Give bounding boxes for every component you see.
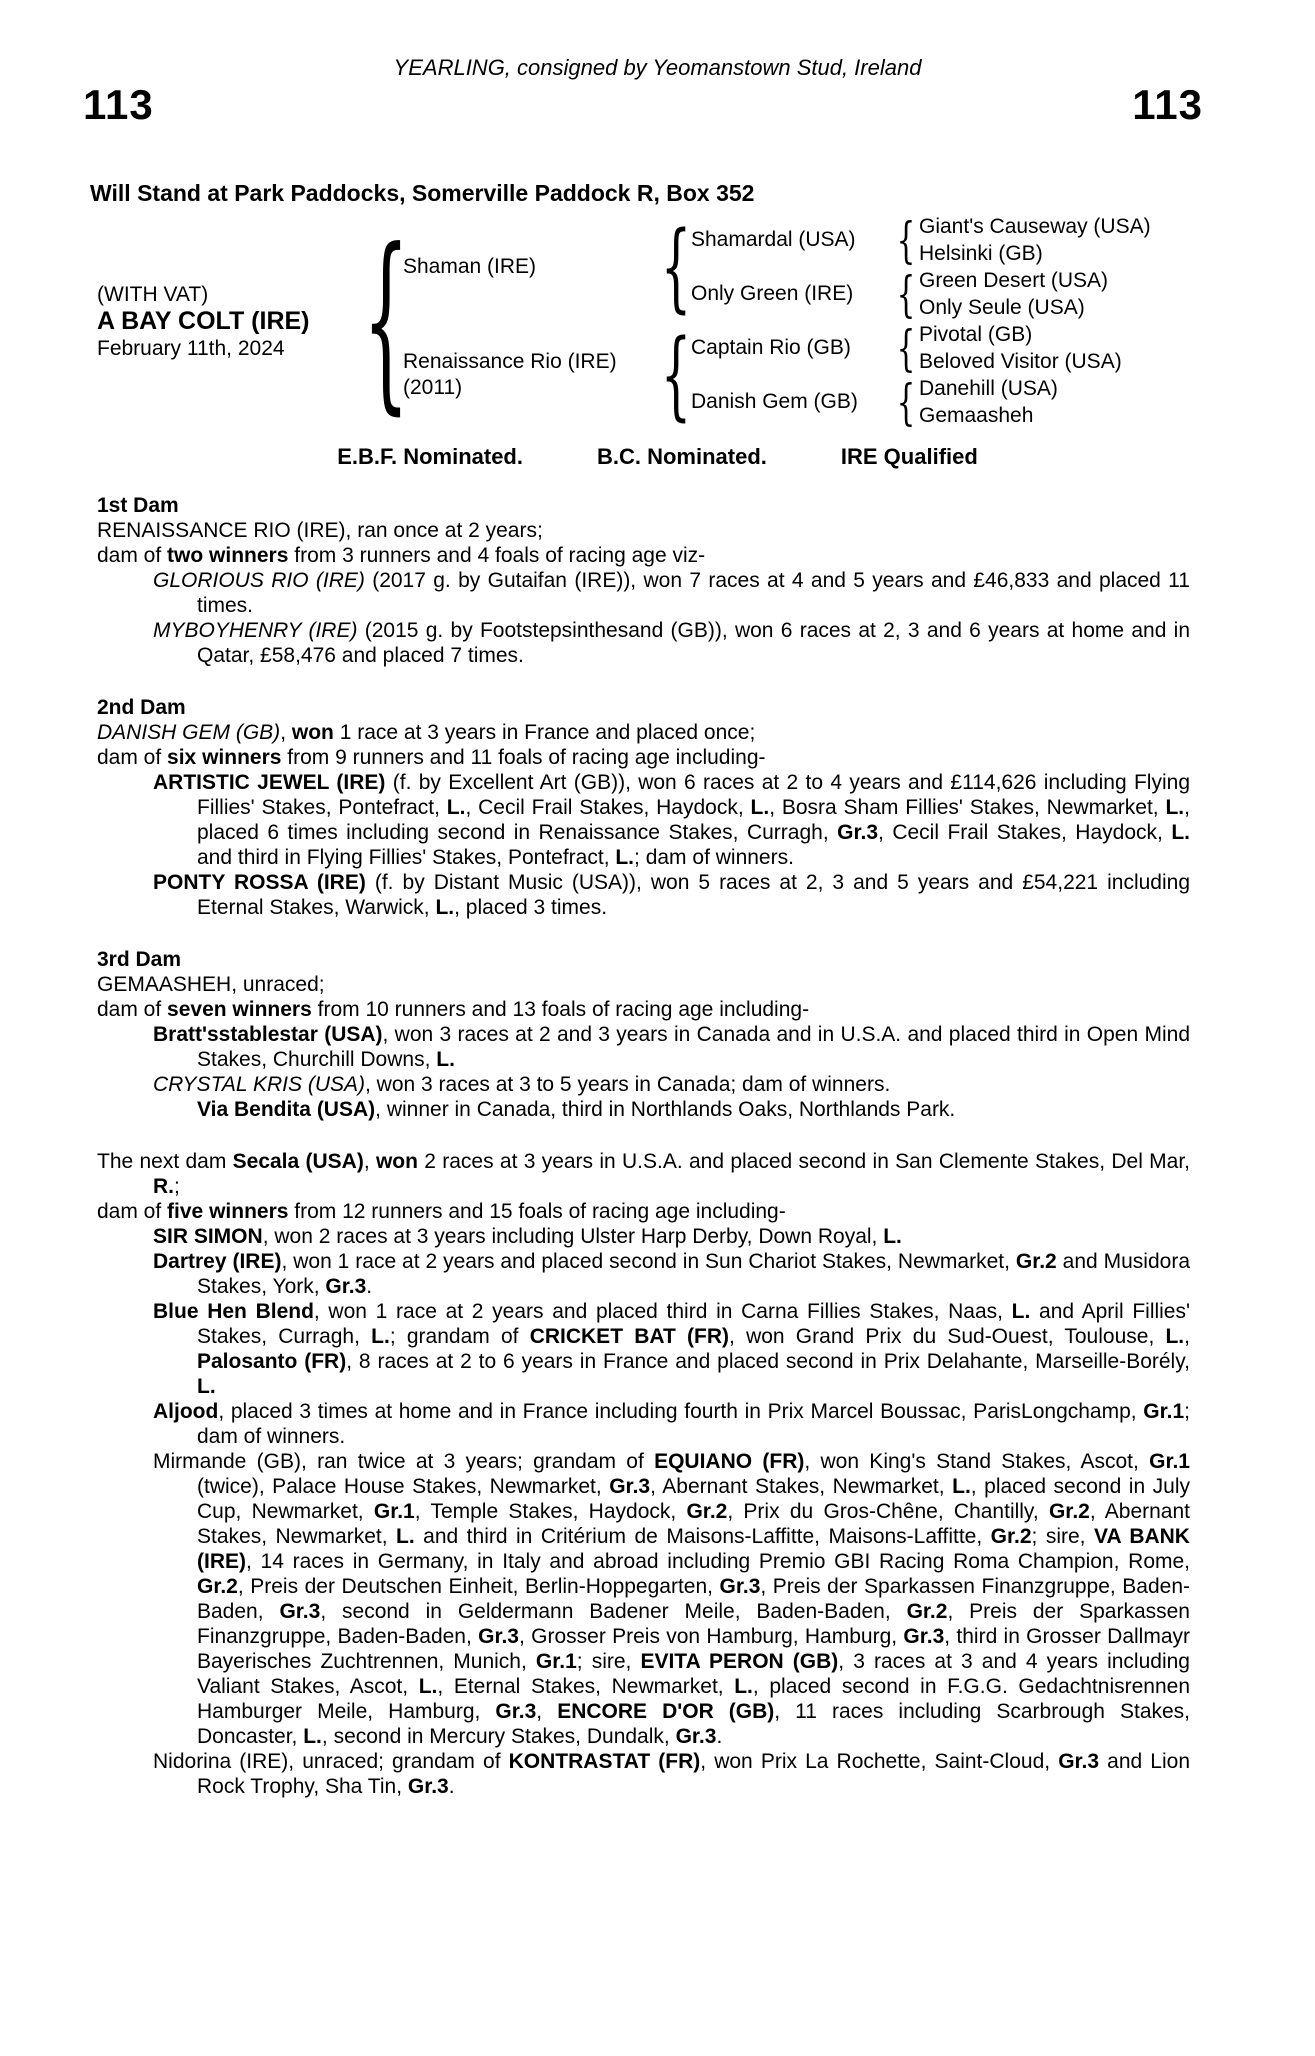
paragraph xyxy=(97,1249,1190,1299)
text-run: dam of xyxy=(97,1200,168,1223)
text-run: Aljood xyxy=(153,1400,219,1423)
section-heading: 3rd Dam xyxy=(97,948,182,971)
text-run: L. xyxy=(750,796,770,819)
text-run: CRICKET BAT (FR) xyxy=(529,1325,730,1348)
text-run: Gr.3 xyxy=(1058,1750,1100,1773)
text-run: (2017 g. by Gutaifan (IRE)), won 7 races at 4 and 5 years and £46,833 and placed 11 times. xyxy=(197,569,1190,617)
text-run: dam of xyxy=(97,544,168,567)
vat-note: (WITH VAT) xyxy=(97,282,209,306)
pedigree-brace-sire-icon: { xyxy=(660,211,692,323)
text-run: , placed 6 times including second in Renaissance Stakes, Curragh, xyxy=(197,796,1190,844)
gen3-name: Helsinki (GB) xyxy=(919,242,1043,265)
text-run: , Abernant Stakes, Newmarket, xyxy=(197,1500,1190,1548)
text-run: GLORIOUS RIO (IRE) xyxy=(153,569,365,592)
text-run: and Musidora Stakes, York, xyxy=(197,1250,1191,1298)
sire-sire-branch xyxy=(691,213,1151,267)
sire-sire-name: Shamardal (USA) xyxy=(691,228,856,251)
text-run: EVITA PERON (GB) xyxy=(640,1650,839,1673)
text-run: VA BANK (IRE) xyxy=(197,1525,1190,1573)
nomination-item-ire: IRE Qualified xyxy=(840,444,978,469)
generation1-column xyxy=(403,213,1151,429)
gen3-name: Pivotal (GB) xyxy=(919,323,1033,346)
text-run: Secala (USA) xyxy=(232,1150,364,1173)
text-run: dam of xyxy=(97,746,168,769)
text-run: GEMAASHEH, unraced; xyxy=(97,973,325,996)
text-run: , xyxy=(280,721,292,744)
text-run: won xyxy=(291,721,334,744)
pedigree-table xyxy=(97,209,1315,432)
text-run: , won Grand Prix du Sud-Ouest, Toulouse, xyxy=(729,1325,1166,1348)
text-run: ; dam of winners. xyxy=(197,1400,1190,1448)
text-run: (f. by Distant Music (USA)), won 5 races at 2, 3 and 5 years and £54,221 including Eternal Stakes, Warwick, xyxy=(197,871,1190,919)
text-run: Gr.3 xyxy=(903,1625,945,1648)
subject-panel xyxy=(97,281,369,362)
text-run: L. xyxy=(396,1525,415,1548)
text-run: dam of xyxy=(97,998,168,1021)
lot-number-right: 113 xyxy=(1132,81,1203,128)
paragraph xyxy=(97,997,1190,1022)
paragraph xyxy=(97,870,1190,920)
section-heading: 1st Dam xyxy=(97,494,179,517)
text-run: five winners xyxy=(167,1200,289,1223)
section-heading: 2nd Dam xyxy=(97,696,186,719)
sire-dam-name: Only Green (IRE) xyxy=(691,282,854,305)
pedigree-brace-small-icon: { xyxy=(896,373,916,431)
text-run: ; sire, xyxy=(576,1650,641,1673)
text-run: Gr.3 xyxy=(478,1625,519,1648)
text-run: (2015 g. by Footstepsinthesand (GB)), won 6 races at 2, 3 and 6 years at home and in Qatar, £58,476 and placed 7 times. xyxy=(197,619,1190,667)
text-run: Gr.2 xyxy=(906,1600,948,1623)
paragraph xyxy=(97,1299,1190,1399)
text-run: L. xyxy=(197,1375,216,1398)
text-run: Gr.2 xyxy=(197,1575,238,1598)
text-run: R. xyxy=(153,1175,174,1198)
paragraph xyxy=(97,1199,1190,1224)
text-run: , third in Grosser Dallmayr Bayerisches Zuchtrennen, Munich, xyxy=(197,1625,1190,1673)
text-run: and April Fillies' Stakes, Curragh, xyxy=(197,1300,1190,1348)
nomination-item-bc: B.C. Nominated. xyxy=(596,444,767,469)
text-run: EQUIANO (FR) xyxy=(654,1450,805,1473)
paragraph xyxy=(97,1399,1190,1449)
text-run: Mirmande (GB), ran twice at 3 years; grandam of xyxy=(153,1450,655,1473)
text-run: from 10 runners and 13 foals of racing age including- xyxy=(311,998,810,1021)
text-run: Gr.1 xyxy=(373,1500,415,1523)
text-run: Gr.1 xyxy=(1149,1450,1190,1473)
text-run: L. xyxy=(734,1675,753,1698)
text-run: Gr.2 xyxy=(1048,1500,1090,1523)
lot-number-row xyxy=(0,81,1315,128)
pedigree-text-section xyxy=(97,1149,1190,1799)
nominations-row xyxy=(0,445,1315,469)
paragraph xyxy=(97,1072,1190,1097)
text-run: (f. by Excellent Art (GB)), won 6 races at 2 to 4 years and £114,626 including Flying Fillies' Stakes, Pontefract, xyxy=(197,771,1190,819)
subject-name: A BAY COLT (IRE) xyxy=(97,306,310,335)
text-run: ; dam of winners. xyxy=(634,846,794,869)
text-run: Gr.3 xyxy=(495,1700,537,1723)
text-run: , won 3 races at 3 to 5 years in Canada; dam of winners. xyxy=(365,1073,891,1096)
text-run: , second in Geldermann Badener Meile, Baden-Baden, xyxy=(320,1600,907,1623)
catalogue-page xyxy=(0,56,1315,2056)
nomination-item-ebf: E.B.F. Nominated. xyxy=(337,444,523,469)
text-run: L. xyxy=(1165,1325,1185,1348)
text-run: Gr.2 xyxy=(990,1525,1032,1548)
dam-parents-column xyxy=(691,321,1122,429)
text-run: , 14 races in Germany, in Italy and abroad including Premio GBI Racing Roma Champion, Rome, xyxy=(246,1550,1190,1573)
pedigree-brace-small-icon: { xyxy=(896,211,916,269)
paragraph xyxy=(97,1149,1190,1199)
text-run: Gr.3 xyxy=(837,821,879,844)
text-run: and Lion Rock Trophy, Sha Tin, xyxy=(197,1750,1190,1798)
pedigree-brace-gen1-icon: { xyxy=(362,209,410,432)
text-run: L. xyxy=(436,1048,455,1071)
paragraph xyxy=(97,770,1190,870)
text-run: seven winners xyxy=(167,998,312,1021)
dam-dam-branch xyxy=(691,375,1122,429)
text-run: and third in Flying Fillies' Stakes, Pontefract, xyxy=(197,846,616,869)
paragraph xyxy=(97,543,1190,568)
text-run: , won King's Stand Stakes, Ascot, xyxy=(804,1450,1150,1473)
paragraph xyxy=(97,1097,1190,1122)
text-run: , Bosra Sham Fillies' Stakes, Newmarket, xyxy=(769,796,1166,819)
text-run: and third in Critérium de Maisons-Laffitte, Maisons-Laffitte, xyxy=(414,1525,991,1548)
paragraph xyxy=(97,568,1190,618)
text-run: (twice), Palace House Stakes, Newmarket, xyxy=(197,1475,610,1498)
text-run: , Temple Stakes, Haydock, xyxy=(414,1500,687,1523)
dam-dam-name: Danish Gem (GB) xyxy=(691,390,858,413)
text-run: from 9 runners and 11 foals of racing age including- xyxy=(281,746,766,769)
pedigree-text-section xyxy=(97,695,1190,920)
paragraph xyxy=(97,1224,1190,1249)
text-run: , Preis der Deutschen Einheit, Berlin-Hoppegarten, xyxy=(237,1575,720,1598)
text-run: Blue Hen Blend xyxy=(153,1300,314,1323)
text-run: ; grandam of xyxy=(389,1325,530,1348)
text-run: Bratt'sstablestar (USA) xyxy=(153,1023,383,1046)
dam-branch xyxy=(403,321,1151,429)
dam-sire-branch xyxy=(691,321,1122,375)
text-run: KONTRASTAT (FR) xyxy=(508,1750,701,1773)
sire-name: Shaman (IRE) xyxy=(403,255,537,278)
text-run: , Cecil Frail Stakes, Haydock, xyxy=(878,821,1172,844)
text-run: , 8 races at 2 to 6 years in France and placed second in Prix Delahante, Marseille-Borély, xyxy=(346,1350,1190,1373)
text-run: , Prix du Gros-Chêne, Chantilly, xyxy=(727,1500,1049,1523)
text-run: Gr.2 xyxy=(1015,1250,1057,1273)
text-run: , 11 races including Scarbrough Stakes, Doncaster, xyxy=(197,1700,1191,1748)
text-run: , won 2 races at 3 years including Ulster Harp Derby, Down Royal, xyxy=(262,1225,884,1248)
paragraph xyxy=(97,1022,1190,1072)
text-run: L. xyxy=(1171,821,1190,844)
text-run: SIR SIMON xyxy=(153,1225,263,1248)
pedigree-text-section xyxy=(97,493,1190,668)
text-run: Gr.3 xyxy=(325,1275,367,1298)
text-run: L. xyxy=(615,846,635,869)
pedigree-brace-dam-icon: { xyxy=(660,319,692,431)
pedigree-brace-small-icon: { xyxy=(896,319,916,377)
text-run: ; sire, xyxy=(1031,1525,1094,1548)
gen3-name: Danehill (USA) xyxy=(919,377,1058,400)
paragraph xyxy=(97,1449,1190,1749)
text-run: from 12 runners and 15 foals of racing age including- xyxy=(288,1200,786,1223)
text-run: L. xyxy=(1165,796,1185,819)
text-run: , placed 3 times at home and in France including fourth in Prix Marcel Boussac, ParisLongchamp, xyxy=(218,1400,1144,1423)
text-run: ; xyxy=(174,1175,180,1198)
text-run: L. xyxy=(952,1475,971,1498)
pedigree-text-section xyxy=(97,947,1190,1122)
gen3-name: Gemaasheh xyxy=(919,404,1034,427)
gen3-pair xyxy=(919,375,1058,429)
text-run: The next dam xyxy=(97,1150,233,1173)
dam-year: (2011) xyxy=(403,376,463,399)
text-run: , Preis der Sparkassen Finanzgruppe, Baden-Baden, xyxy=(197,1575,1190,1623)
gen3-pair xyxy=(919,267,1108,321)
text-run: , won Prix La Rochette, Saint-Cloud, xyxy=(700,1750,1059,1773)
text-run: . xyxy=(448,1775,455,1798)
text-run: , 3 races at 3 and 4 years including Valiant Stakes, Ascot, xyxy=(197,1650,1190,1698)
dam-sire-name: Captain Rio (GB) xyxy=(691,336,851,359)
gen3-name: Only Seule (USA) xyxy=(919,296,1085,319)
text-run: , placed 3 times. xyxy=(454,896,608,919)
sire-dam-branch xyxy=(691,267,1151,321)
gen3-name: Green Desert (USA) xyxy=(919,269,1109,292)
text-run: DANISH GEM (GB) xyxy=(97,721,281,744)
paragraph xyxy=(97,518,1190,543)
gen3-name: Beloved Visitor (USA) xyxy=(919,350,1122,373)
text-run: , Preis der Sparkassen Finanzgruppe, Baden-Baden, xyxy=(197,1600,1190,1648)
gen3-name: Giant's Causeway (USA) xyxy=(919,215,1151,238)
text-run: two winners xyxy=(167,544,289,567)
paragraph xyxy=(97,972,1190,997)
text-run: , xyxy=(536,1700,558,1723)
text-run: Gr.3 xyxy=(279,1600,321,1623)
text-run: ENCORE D'OR (GB) xyxy=(557,1700,775,1723)
text-run: L. xyxy=(446,796,466,819)
text-run: MYBOYHENRY (IRE) xyxy=(153,619,358,642)
text-run: , placed second in July Cup, Newmarket, xyxy=(197,1475,1190,1523)
text-run: CRYSTAL KRIS (USA) xyxy=(153,1073,365,1096)
text-run: Gr.1 xyxy=(1143,1400,1185,1423)
text-run: , Cecil Frail Stakes, Haydock, xyxy=(465,796,751,819)
text-run: Gr.3 xyxy=(407,1775,449,1798)
text-run: Gr.1 xyxy=(535,1650,577,1673)
text-run: , xyxy=(363,1150,376,1173)
text-run: , won 3 races at 2 and 3 years in Canada and in U.S.A. and placed third in Open Mind Stakes, Churchill Downs, xyxy=(197,1023,1190,1071)
text-run: 1 race at 3 years in France and placed once; xyxy=(333,721,756,744)
consignor-line: YEARLING, consigned by Yeomanstown Stud, Ireland xyxy=(393,55,922,80)
dam-name-block xyxy=(403,349,661,401)
text-run: Palosanto (FR) xyxy=(197,1350,347,1373)
text-run: L. xyxy=(418,1675,438,1698)
text-run: L. xyxy=(303,1725,322,1748)
sire-branch xyxy=(403,213,1151,321)
text-run: , Abernant Stakes, Newmarket, xyxy=(650,1475,953,1498)
text-run: L. xyxy=(1011,1300,1031,1323)
gen3-pair xyxy=(919,321,1122,375)
paragraph xyxy=(97,745,1190,770)
text-run: Gr.2 xyxy=(686,1500,728,1523)
text-run: Gr.3 xyxy=(719,1575,761,1598)
stand-location-line: Will Stand at Park Paddocks, Somerville Paddock R, Box 352 xyxy=(90,180,755,206)
lot-number-left: 113 xyxy=(83,81,154,128)
text-run: , won 1 race at 2 years and placed third in Carna Fillies Stakes, Naas, xyxy=(313,1300,1012,1323)
text-run: . xyxy=(716,1725,723,1748)
text-run: , Eternal Stakes, Newmarket, xyxy=(437,1675,735,1698)
text-run: won xyxy=(375,1150,418,1173)
text-run: L. xyxy=(371,1325,390,1348)
text-run: ARTISTIC JEWEL (IRE) xyxy=(153,771,386,794)
foal-date: February 11th, 2024 xyxy=(97,336,285,360)
text-run: Dartrey (IRE) xyxy=(153,1250,282,1273)
gen3-pair xyxy=(919,213,1151,267)
paragraph xyxy=(97,1749,1190,1799)
text-run: six winners xyxy=(167,746,282,769)
dam-name: Renaissance Rio (IRE) xyxy=(403,350,617,373)
text-run: L. xyxy=(435,896,455,919)
paragraph xyxy=(97,618,1190,668)
text-run: Via Bendita (USA) xyxy=(197,1098,376,1121)
text-run: . xyxy=(366,1275,373,1298)
paragraph xyxy=(97,720,1190,745)
text-run: Nidorina (IRE), unraced; grandam of xyxy=(153,1750,509,1773)
text-run: 2 races at 3 years in U.S.A. and placed second in San Clemente Stakes, Del Mar, xyxy=(417,1150,1191,1173)
text-run: L. xyxy=(883,1225,902,1248)
text-run: Gr.3 xyxy=(675,1725,717,1748)
sire-parents-column xyxy=(691,213,1151,321)
text-run: from 3 runners and 4 foals of racing age viz- xyxy=(288,544,706,567)
catalogue-body xyxy=(97,493,1190,1799)
text-run: RENAISSANCE RIO (IRE), ran once at 2 years; xyxy=(97,519,543,542)
text-run: , Grosser Preis von Hamburg, Hamburg, xyxy=(519,1625,904,1648)
pedigree-brace-small-icon: { xyxy=(896,265,916,323)
text-run: , won 1 race at 2 years and placed second in Sun Chariot Stakes, Newmarket, xyxy=(281,1250,1016,1273)
text-run: , winner in Canada, third in Northlands Oaks, Northlands Park. xyxy=(375,1098,956,1121)
text-run: , placed second in F.G.G. Gedachtnisrennen Hamburger Meile, Hamburg, xyxy=(197,1675,1190,1723)
text-run: PONTY ROSSA (IRE) xyxy=(153,871,366,894)
text-run: , xyxy=(1184,1325,1190,1348)
text-run: , second in Mercury Stakes, Dundalk, xyxy=(321,1725,676,1748)
text-run: Gr.3 xyxy=(609,1475,651,1498)
